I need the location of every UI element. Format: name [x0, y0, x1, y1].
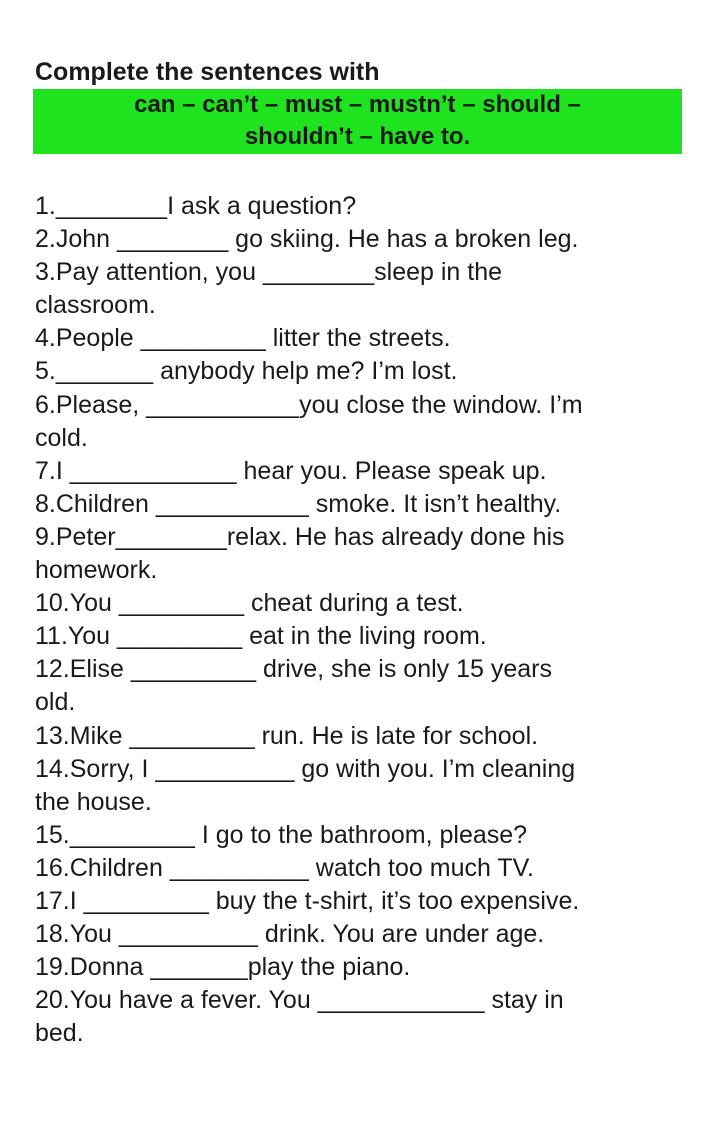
- sentence-line-13: 13.Mike _________ run. He is late for school.: [35, 721, 539, 750]
- word-bank-line-2: shouldn’t – have to.: [244, 123, 471, 150]
- sentence-line-19: 19.Donna _______play the piano.: [35, 953, 411, 982]
- sentence-line-5: 5._______ anybody help me? I’m lost.: [35, 357, 458, 386]
- word-bank-line-1: can – can’t – must – mustn’t – should –: [134, 91, 581, 118]
- sentence-line-4: 4.People _________ litter the streets.: [35, 324, 451, 353]
- sentence-line-3: 3.Pay attention, you ________sleep in the: [35, 258, 503, 287]
- sentence-line-9-continued: homework.: [35, 556, 158, 585]
- sentence-line-18: 18.You __________ drink. You are under age.: [35, 920, 545, 949]
- sentence-line-16: 16.Children __________ watch too much TV.: [35, 853, 534, 882]
- sentence-line-3-continued: classroom.: [35, 291, 156, 320]
- sentence-line-12: 12.Elise _________ drive, she is only 15 years: [35, 655, 552, 684]
- sentence-line-20: 20.You have a fever. You ____________ stay in: [35, 986, 564, 1015]
- sentence-line-9: 9.Peter________relax. He has already done his: [35, 522, 565, 551]
- sentence-line-7: 7.I ____________ hear you. Please speak up.: [35, 456, 547, 485]
- sentence-line-1: 1.________I ask a question?: [35, 192, 357, 220]
- sentence-line-17: 17.I _________ buy the t-shirt, it’s too expensive.: [35, 886, 580, 915]
- sentence-line-20-continued: bed.: [35, 1019, 84, 1048]
- sentence-line-14: 14.Sorry, I __________ go with you. I’m cleaning: [35, 754, 576, 783]
- sentence-line-6-continued: cold.: [35, 423, 88, 452]
- sentence-line-2: 2.John ________ go skiing. He has a broken leg.: [35, 225, 579, 254]
- sentence-line-15: 15._________ I go to the bathroom, please?: [35, 820, 528, 849]
- sentence-list: [35, 190, 685, 1050]
- sentence-line-12-continued: old.: [35, 688, 76, 717]
- sentence-line-10: 10.You _________ cheat during a test.: [35, 589, 464, 618]
- sentence-line-8: 8.Children ___________ smoke. It isn’t healthy.: [35, 489, 562, 518]
- worksheet-heading: Complete the sentences with: [35, 58, 380, 86]
- sentence-line-6: 6.Please, ___________you close the window. I’m: [35, 390, 583, 419]
- word-bank-banner: [33, 89, 682, 154]
- sentence-line-14-continued: the house.: [35, 787, 152, 816]
- sentence-line-11: 11.You _________ eat in the living room.: [35, 622, 487, 651]
